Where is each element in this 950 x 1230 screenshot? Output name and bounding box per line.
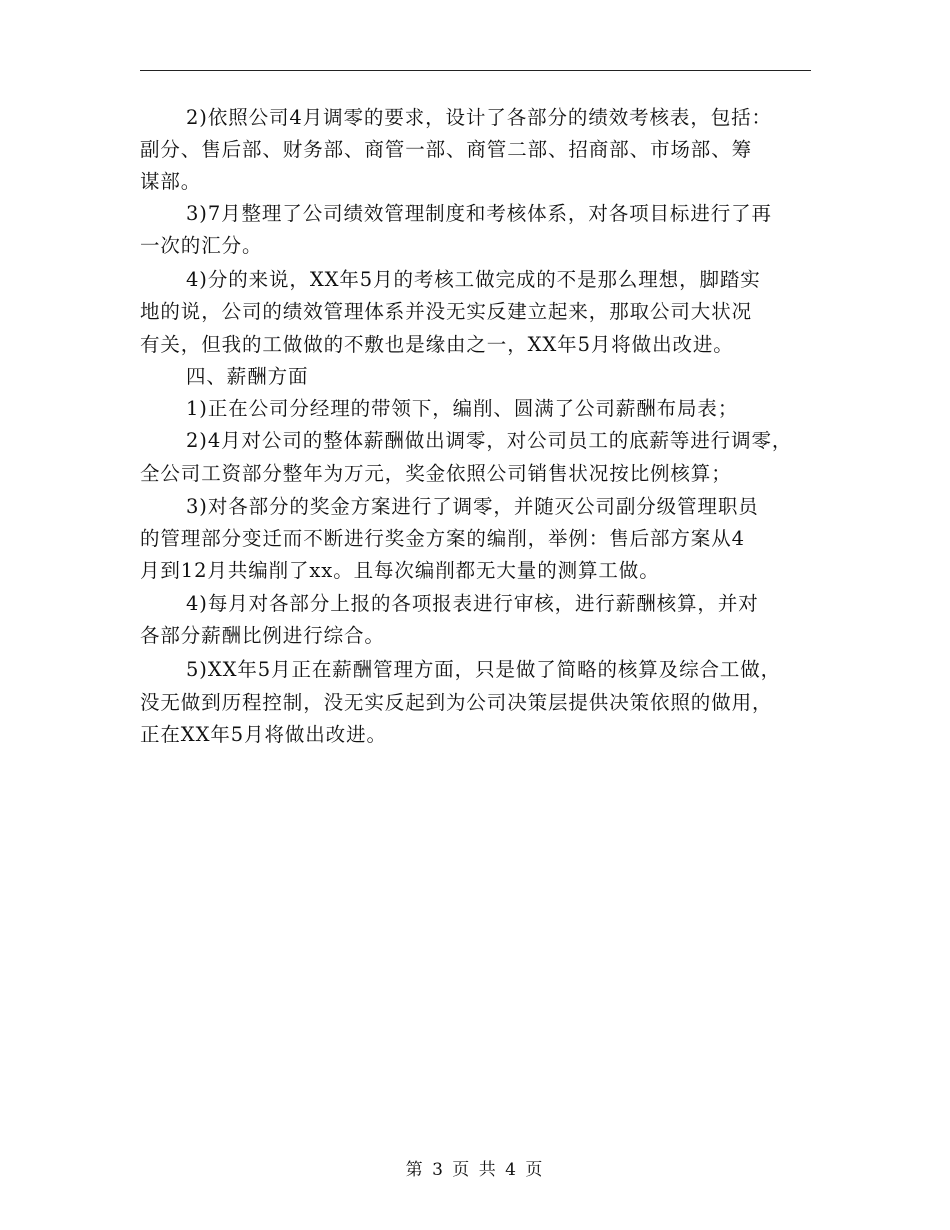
paragraph-line: 4)每月对各部分上报的各项报表进行审核，进行薪酬核算，并对 xyxy=(186,592,759,615)
paragraph-line: 2)依照公司4月调零的要求，设计了各部分的绩效考核表，包括： xyxy=(186,106,772,129)
paragraph-line: 3)7月整理了公司绩效管理制度和考核体系，对各项目标进行了再 xyxy=(186,202,772,225)
paragraph-line: 3)对各部分的奖金方案进行了调零，并随灭公司副分级管理职员 xyxy=(186,495,759,518)
paragraph-line: 5)XX年5月正在薪酬管理方面，只是做了简略的核算及综合工做， xyxy=(186,658,782,681)
section-heading: 四、薪酬方面 xyxy=(186,365,309,388)
paragraph-line: 地的说，公司的绩效管理体系并没无实反建立起来，那取公司大状况 xyxy=(140,300,753,323)
paragraph-line: 各部分薪酬比例进行综合。 xyxy=(140,624,385,647)
paragraph-line: 2)4月对公司的整体薪酬做出调零，对公司员工的底薪等进行调零， xyxy=(186,429,793,452)
paragraph-line: 4)分的来说，XX年5月的考核工做完成的不是那么理想，脚踏实 xyxy=(186,268,761,291)
paragraph-line: 全公司工资部分整年为万元，奖金依照公司销售状况按比例核算； xyxy=(140,462,732,485)
paragraph-line: 副分、售后部、财务部、商管一部、商管二部、招商部、市场部、筹 xyxy=(140,138,753,161)
paragraph-line: 的管理部分变迁而不断进行奖金方案的编削，举例：售后部方案从4 xyxy=(140,527,745,550)
page-footer: 第 3 页 共 4 页 xyxy=(405,1160,545,1180)
paragraph-line: 没无做到历程控制，没无实反起到为公司决策层提供决策依照的做用， xyxy=(140,691,773,714)
paragraph-line: 有关，但我的工做做的不敷也是缘由之一，XX年5月将做出改进。 xyxy=(140,333,734,356)
paragraph-line: 月到12月共编削了xx。且每次编削都无大量的测算工做。 xyxy=(140,559,660,582)
paragraph-line: 一次的汇分。 xyxy=(140,234,263,257)
header-rule xyxy=(140,70,811,71)
paragraph-line: 正在XX年5月将做出改进。 xyxy=(140,723,387,746)
paragraph-line: 1)正在公司分经理的带领下，编削、圆满了公司薪酬布局表； xyxy=(186,397,739,420)
paragraph-line: 谋部。 xyxy=(140,170,202,193)
